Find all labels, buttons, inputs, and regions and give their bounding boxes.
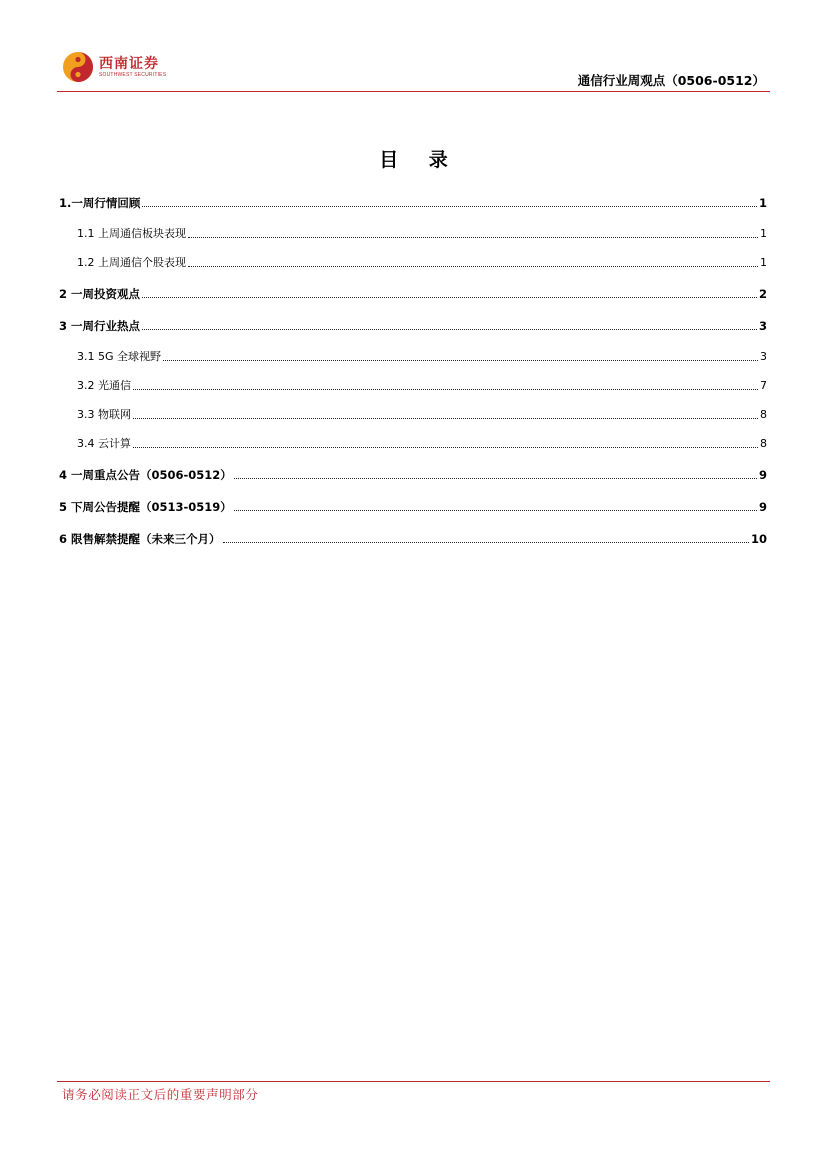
toc-leader-dots (133, 389, 758, 390)
toc-leader-dots (133, 447, 758, 448)
toc-leader-dots (142, 206, 757, 207)
logo-icon (62, 51, 94, 83)
toc-entry-label: 1.一周行情回顾 (59, 196, 141, 210)
toc-entry-label: 1.2 上周通信个股表现 (77, 256, 186, 269)
toc-entry[interactable] (77, 348, 767, 364)
toc-entry-label: 3.1 5G 全球视野 (77, 350, 162, 363)
toc-entry-page: 7 (760, 379, 767, 392)
header-divider (57, 91, 770, 92)
toc-leader-dots (223, 542, 749, 543)
toc-entry-label: 3.2 光通信 (77, 379, 131, 392)
toc-leader-dots (234, 510, 757, 511)
toc-entry-page: 3 (760, 350, 767, 363)
toc-entry-label: 6 限售解禁提醒（未来三个月） (59, 532, 221, 546)
toc-entry-page: 10 (750, 532, 767, 546)
toc-entry-page: 9 (758, 468, 767, 482)
toc-entry-page: 3 (758, 319, 767, 333)
toc-entry[interactable] (59, 285, 767, 301)
toc-entry[interactable] (59, 466, 767, 482)
toc-entry-label: 2 一周投资观点 (59, 287, 141, 301)
toc-entry[interactable] (77, 435, 767, 451)
toc-leader-dots (142, 329, 757, 330)
toc-entry-page: 8 (760, 437, 767, 450)
toc-entry[interactable] (59, 498, 767, 514)
toc-entry[interactable] (59, 194, 767, 210)
toc-leader-dots (188, 266, 758, 267)
toc-leader-dots (188, 237, 758, 238)
toc-entry-page: 8 (760, 408, 767, 421)
toc-entry-page: 1 (760, 227, 767, 240)
toc-entry[interactable] (59, 317, 767, 333)
toc-entry[interactable] (77, 406, 767, 422)
toc-entry[interactable] (77, 225, 767, 241)
toc-entry-label: 4 一周重点公告（0506-0512） (59, 468, 232, 482)
page-header (0, 0, 827, 100)
toc-entry-label: 3.4 云计算 (77, 437, 131, 450)
toc-entry-label: 3 一周行业热点 (59, 319, 141, 333)
toc-entry-label: 5 下周公告提醒（0513-0519） (59, 500, 232, 514)
toc-leader-dots (234, 478, 757, 479)
toc-entry-label: 3.3 物联网 (77, 408, 131, 421)
toc-entry-page: 1 (758, 196, 767, 210)
logo-text-en: SOUTHWEST SECURITIES (99, 71, 167, 78)
company-logo (62, 50, 166, 84)
footer-disclaimer: 请务必阅读正文后的重要声明部分 (62, 1087, 259, 1102)
toc-entry-page: 2 (758, 287, 767, 301)
toc-title: 目 录 (379, 149, 460, 171)
report-title: 通信行业周观点（0506-0512） (577, 73, 765, 88)
toc-entry-label: 1.1 上周通信板块表现 (77, 227, 186, 240)
logo-text-cn: 西南证券 (99, 55, 159, 72)
toc-entry[interactable] (77, 254, 767, 270)
toc-leader-dots (133, 418, 758, 419)
toc-entry[interactable] (59, 530, 767, 546)
toc-leader-dots (163, 360, 758, 361)
toc-leader-dots (142, 297, 757, 298)
footer-divider (57, 1081, 770, 1082)
toc-entry-page: 9 (758, 500, 767, 514)
toc-entry[interactable] (77, 377, 767, 393)
toc-entry-page: 1 (760, 256, 767, 269)
